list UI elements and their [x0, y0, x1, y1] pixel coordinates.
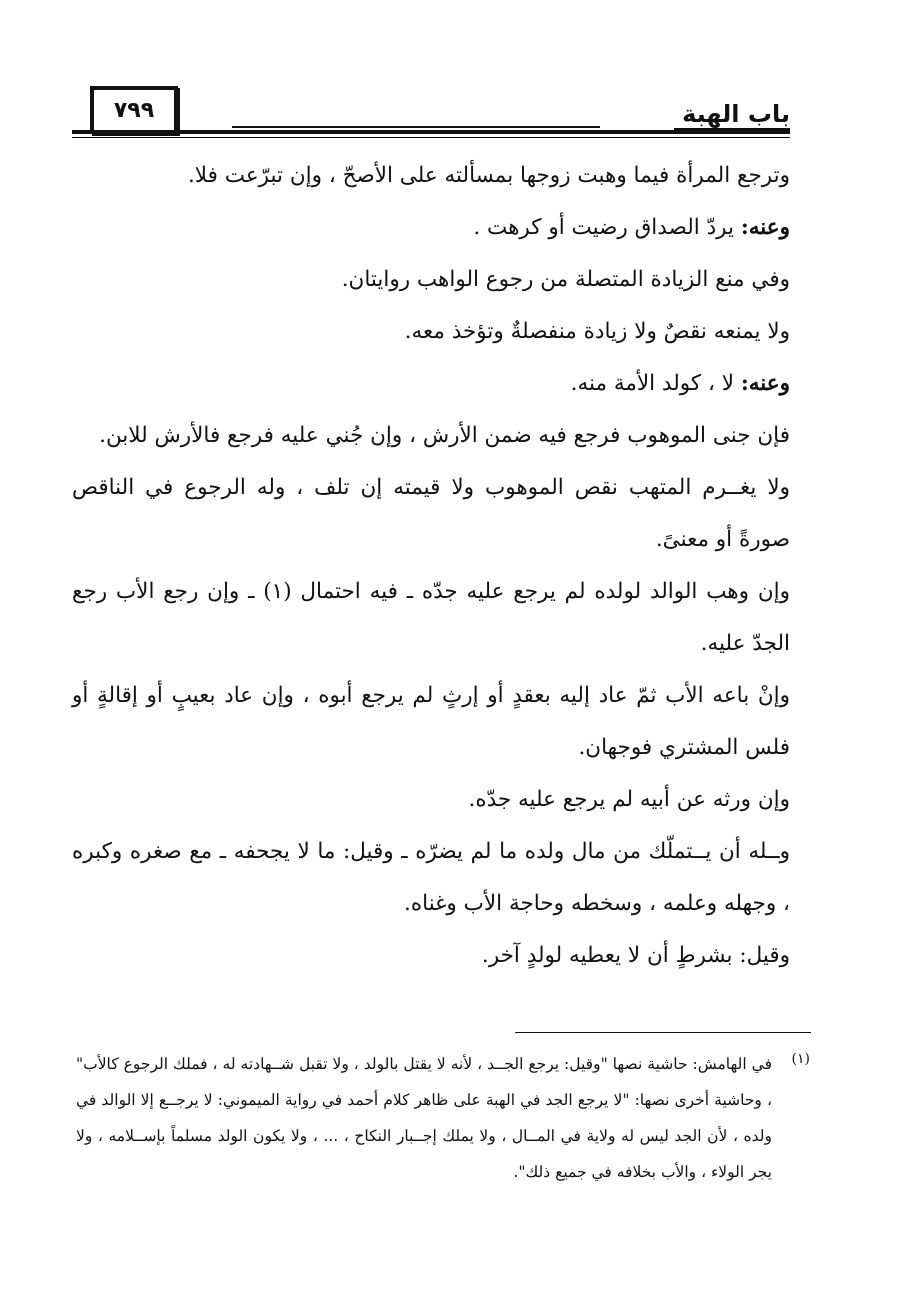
paragraph [72, 150, 790, 202]
paragraph [72, 566, 790, 670]
page-number: ٧٩٩ [90, 86, 178, 134]
paragraph-text: فإن جنى الموهوب فرجع فيه ضمن الأرش ، وإن جُني عليه فرجع فالأرش للابن. [99, 423, 790, 448]
paragraph [72, 930, 790, 982]
paragraph [72, 670, 790, 774]
chapter-title: باب الهبة [674, 100, 790, 130]
paragraph [72, 410, 790, 462]
paragraph-text: لا ، كولد الأمة منه. [570, 371, 741, 396]
footnote [76, 1046, 810, 1190]
page-header [72, 86, 790, 144]
footnotes [76, 1046, 810, 1190]
paragraph-text: ولا يمنعه نقصٌ ولا زيادة منفصلةٌ وتؤخذ معه. [404, 319, 790, 344]
paragraph-text: يردّ الصداق رضيت أو كرهت . [473, 215, 741, 240]
paragraph-label: وعنه: [740, 371, 790, 396]
paragraph [72, 462, 790, 566]
paragraph-text: وفي منع الزيادة المتصلة من رجوع الواهب روايتان. [341, 267, 790, 292]
paragraph-text: وقيل: بشرطٍ أن لا يعطيه لولدٍ آخر. [481, 943, 790, 968]
paragraph-text: وإن وهب الوالد لولده لم يرجع عليه جدّه ـ فيه احتمال (١) ـ وإن رجع الأب رجع الجدّ عليه. [72, 579, 790, 656]
paragraph-text: وــله أن يــتملّك من مال ولده ما لم يضرّه ـ وقيل: ما لا يجحفه ـ مع صغره وكبره ، وجهله وعلمه ، وسخطه وحاجة الأب وغناه. [72, 839, 790, 916]
paragraph-text: ولا يغــرم المتهب نقص الموهوب ولا قيمته إن تلف ، وله الرجوع في الناقص صورةً أو معنىً. [72, 475, 790, 552]
main-text [72, 150, 790, 982]
footnote-separator [515, 1032, 811, 1033]
paragraph-text: وإن ورثه عن أبيه لم يرجع عليه جدّه. [468, 787, 790, 812]
footnote-marker: (١) [791, 1051, 810, 1067]
header-rule [72, 130, 790, 134]
paragraph [72, 202, 790, 254]
header-rule-thin [72, 137, 790, 138]
paragraph-text: وإنْ باعه الأب ثمّ عاد إليه بعقدٍ أو إرثٍ لم يرجع أبوه ، وإن عاد بعيبٍ أو إقالةٍ أو فلس المشتري فوجهان. [72, 683, 790, 760]
paragraph [72, 306, 790, 358]
paragraph [72, 358, 790, 410]
footnote-text: في الهامش: حاشية نصها "وقيل: يرجع الجــد ، لأنه لا يقتل بالولد ، ولا تقبل شــهادته له ، فملك الرجوع كالأب" ، وحاشية أخرى نصها: "لا يرجع الجد في الهبة على ظاهر كلام أحمد في رواية الميموني: لا يرجــع إلا الوالد في ولده ، لأن الجد ليس له ولاية في المــال ، ولا يملك إجــبار النكاح ، ... ، ولا يكون الولد مسلماً بإســلامه ، ولا يجر الولاء ، والأب بخلافه في جميع ذلك". [76, 1055, 772, 1181]
title-dash [232, 126, 600, 128]
paragraph [72, 254, 790, 306]
paragraph-label: وعنه: [740, 215, 790, 240]
paragraph [72, 826, 790, 930]
paragraph-text: وترجع المرأة فيما وهبت زوجها بمسألته على الأصحّ ، وإن تبرّعت فلا. [187, 163, 790, 188]
paragraph [72, 774, 790, 826]
